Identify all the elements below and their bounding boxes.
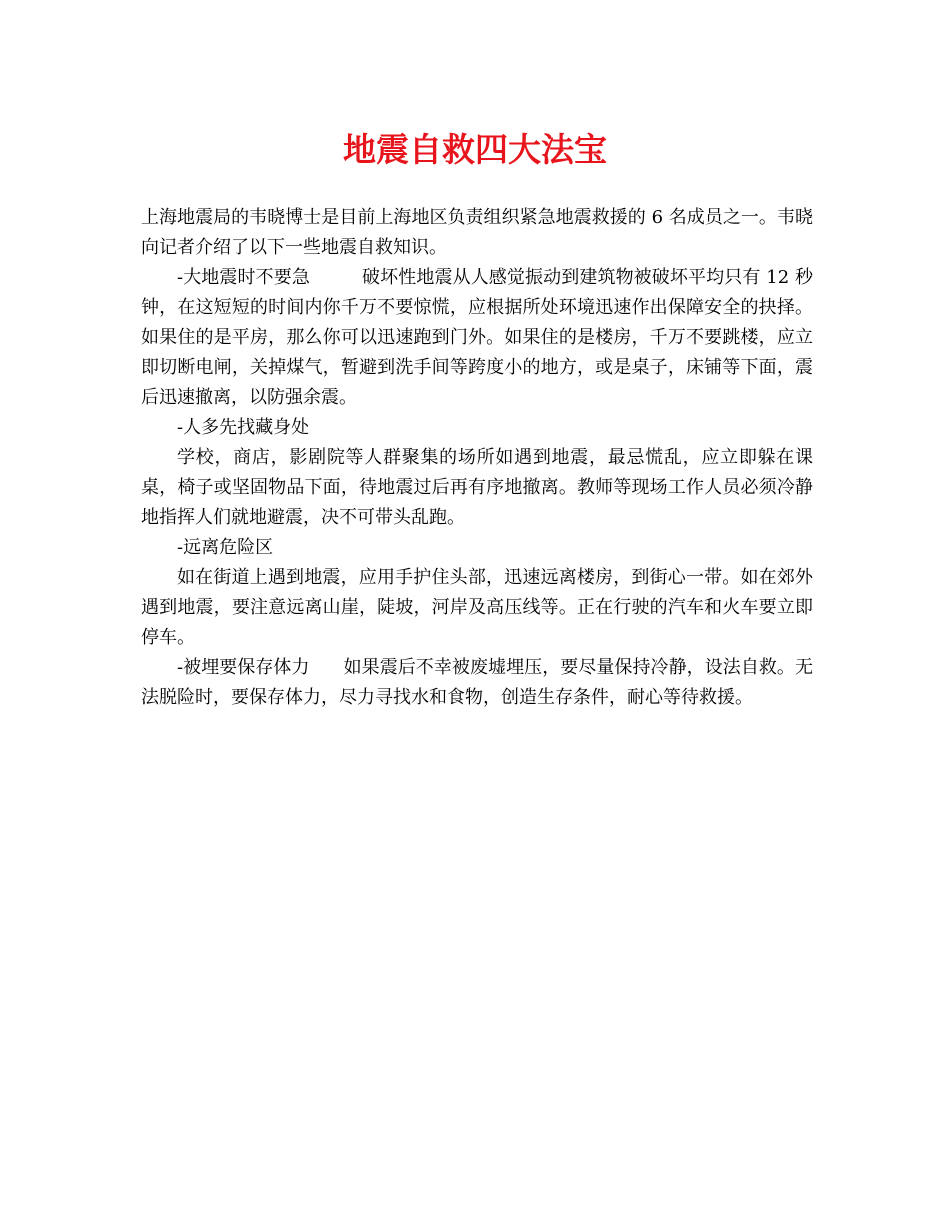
section-1-text: 破坏性地震从人感觉振动到建筑物被破坏平均只有 12 秒钟，在这短短的时间内你千万不要惊慌，应根据所处环境迅速作出保障安全的抉择。如果住的是平房，那么你可以迅速跑到门外。如果住的是楼房，千万不要跳楼，应立即切断电闸，关掉煤气，暂避到洗手间等跨度小的地方，或是桌子，床铺等下面，震后迅速撤离，以防强余震。 <box>141 267 813 408</box>
section-4-text: 如果震后不幸被废墟埋压，要尽量保持冷静，设法自救。无法脱险时，要保存体力，尽力寻找水和食物，创造生存条件，耐心等待救援。 <box>141 657 813 708</box>
intro-paragraph: 上海地震局的韦晓博士是目前上海地区负责组织紧急地震救援的 6 名成员之一。韦晓向记者介绍了以下一些地震自救知识。 <box>141 207 813 258</box>
section-2-heading: -人多先找藏身处 <box>177 417 310 438</box>
section-4-paragraph <box>141 653 813 713</box>
document-body <box>141 203 813 713</box>
section-2-text: 学校，商店，影剧院等人群聚集的场所如遇到地震，最忌慌乱，应立即躲在课桌，椅子或坚固物品下面，待地震过后再有序地撤离。教师等现场工作人员必须冷静地指挥人们就地避震，决不可带头乱跑。 <box>141 447 813 528</box>
document-title: 地震自救四大法宝 <box>343 130 607 169</box>
section-1-heading: -大地震时不要急 <box>177 267 310 288</box>
section-3-heading: -远离危险区 <box>177 537 274 558</box>
section-1-paragraph <box>141 263 813 413</box>
section-3-text: 如在街道上遇到地震，应用手护住头部，迅速远离楼房，到街心一带。如在郊外遇到地震，要注意远离山崖，陡坡，河岸及高压线等。正在行驶的汽车和火车要立即停车。 <box>141 567 813 648</box>
section-4-heading: -被埋要保存体力 <box>177 657 310 678</box>
